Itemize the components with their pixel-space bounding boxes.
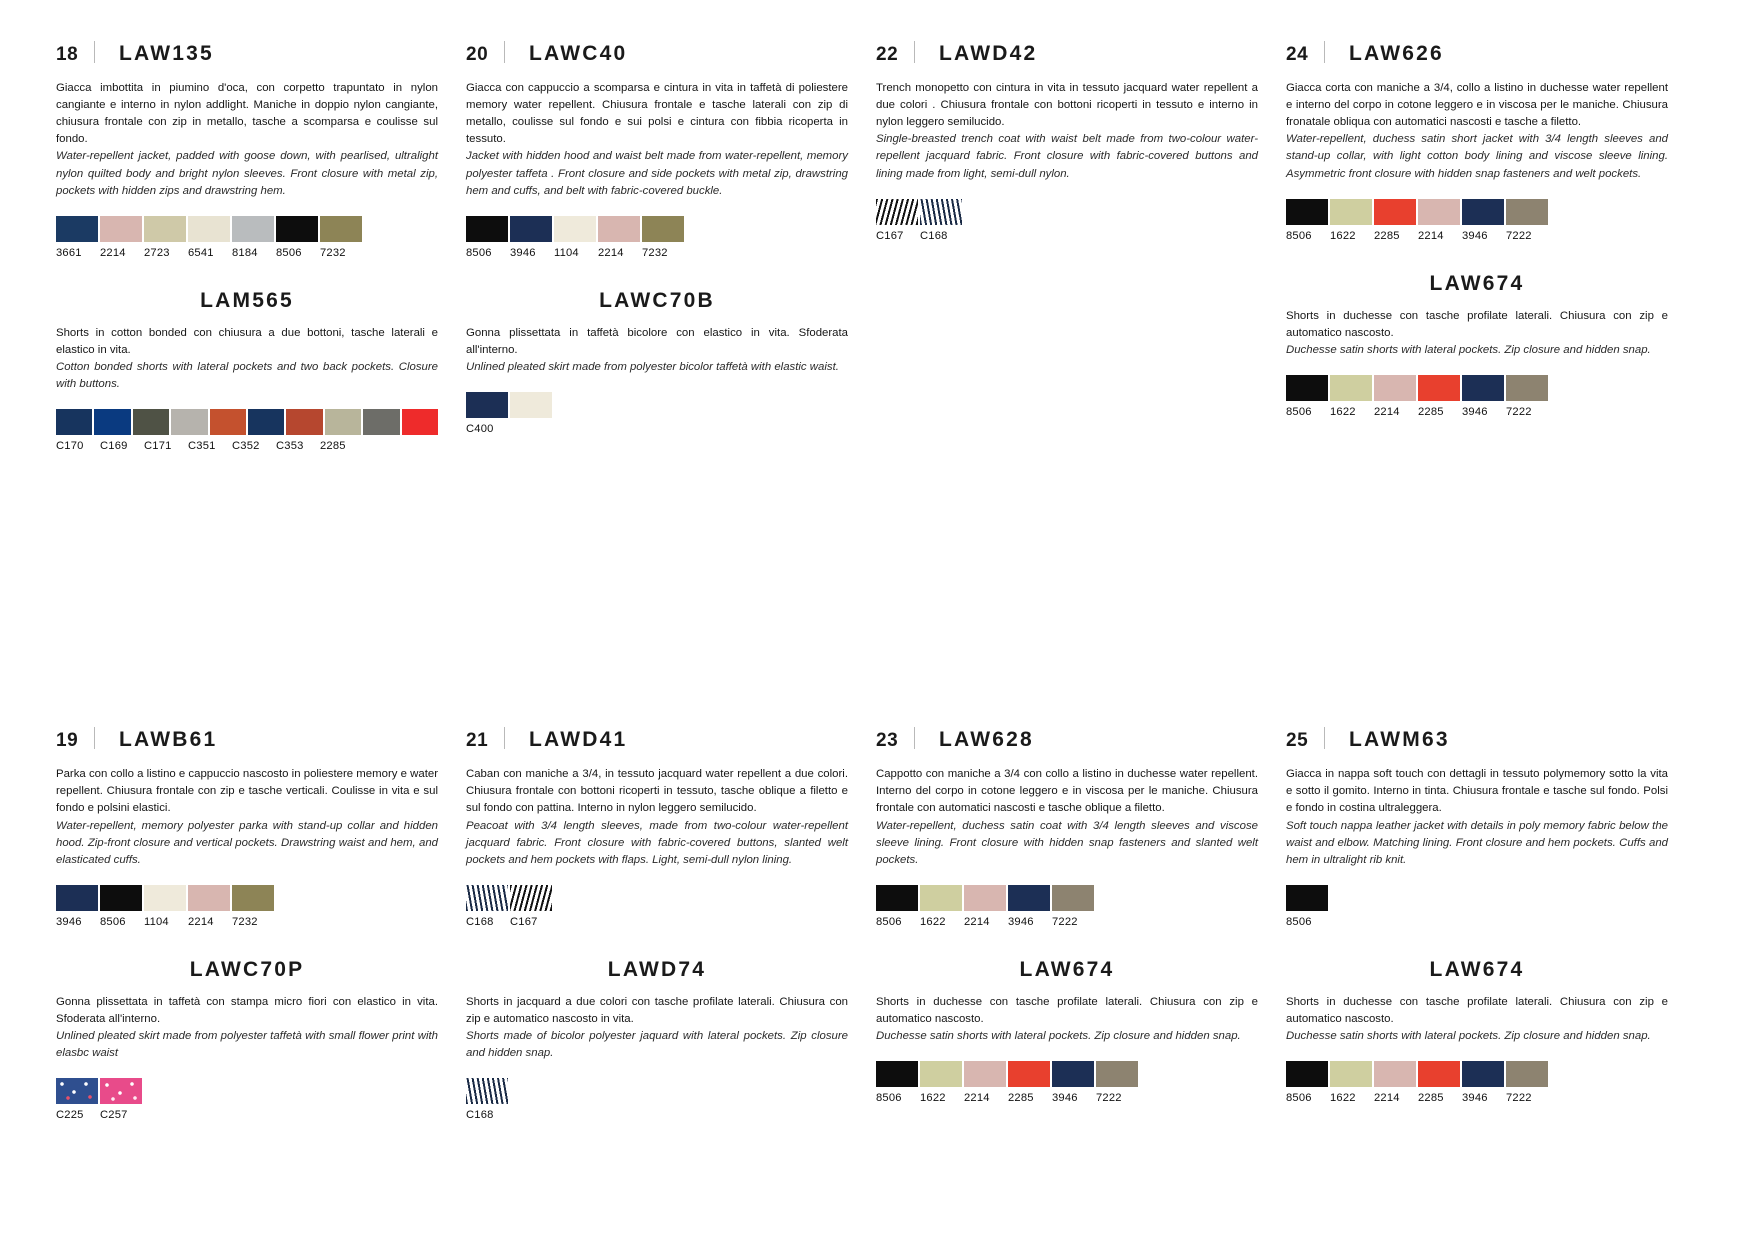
colour-swatch[interactable]: [248, 409, 284, 435]
product-heading: [466, 958, 848, 982]
product-entry: [56, 958, 438, 1121]
colour-swatch[interactable]: [1286, 1061, 1328, 1087]
description-en: Jacket with hidden hood and waist belt made from water-repellent, memory polyester taffeta . Front closure and side pockets with metal zip, drawstring hem and cuffs, and belt with fabric-covered buckle.: [466, 150, 848, 197]
colour-code: 7232: [232, 915, 258, 928]
colour-swatch[interactable]: [188, 216, 230, 242]
description-it: Gonna plissettata in taffetà bicolore con elastico in vita. Sfoderata all'interno.: [466, 326, 848, 356]
product-number: 20: [466, 44, 489, 65]
description-en: Water-repellent, memory polyester parka with stand-up collar and hidden hood. Zip-front closure and vertical pockets. Drawstring waist and hem, and elasticated cuffs.: [56, 819, 438, 866]
colour-codes: [466, 1109, 848, 1121]
colour-swatch[interactable]: [210, 409, 246, 435]
colour-code: 3946: [1462, 1092, 1488, 1105]
description-en: Shorts made of bicolor polyester jaquard with lateral pockets. Zip closure and hidden snap.: [466, 1030, 848, 1060]
pattern-swatch-floral[interactable]: [56, 1078, 98, 1104]
product-number: 18: [56, 44, 79, 65]
heading-divider: [914, 727, 915, 749]
heading-divider: [504, 41, 505, 63]
colour-code: 3946: [1052, 1092, 1078, 1105]
colour-swatches: [1286, 199, 1668, 225]
colour-code: C168: [920, 229, 948, 242]
product-entry: [876, 38, 1258, 242]
colour-swatch[interactable]: [466, 392, 508, 418]
colour-swatch[interactable]: [554, 216, 596, 242]
pattern-swatch-floral[interactable]: [100, 1078, 142, 1104]
product-code: LAM565: [200, 288, 294, 312]
colour-code: 2214: [1374, 1092, 1400, 1105]
catalogue-row-bottom: [56, 724, 1696, 1125]
product-number: 19: [56, 730, 79, 752]
colour-swatch[interactable]: [56, 216, 98, 242]
colour-code: 3946: [1008, 915, 1034, 928]
colour-swatch[interactable]: [320, 216, 362, 242]
colour-swatch[interactable]: [964, 1061, 1006, 1087]
colour-code: C168: [466, 1109, 494, 1122]
product-entry: [876, 958, 1258, 1104]
colour-code: 2214: [100, 246, 126, 259]
colour-code: 8506: [876, 1092, 902, 1105]
description-en: Soft touch nappa leather jacket with details in poly memory fabric below the waist and elbow. Matching lining. Front closure and hem pockets. Cuffs and hem in ultralight rib knit.: [1286, 819, 1668, 866]
colour-swatch[interactable]: [1506, 1061, 1548, 1087]
colour-code: 2214: [188, 915, 214, 928]
colour-swatch[interactable]: [1418, 199, 1460, 225]
colour-code: 8506: [1286, 1092, 1312, 1105]
heading-divider: [94, 41, 95, 63]
colour-swatch[interactable]: [171, 409, 207, 435]
product-code: LAW674: [1429, 271, 1525, 295]
colour-swatch[interactable]: [1096, 1061, 1138, 1087]
product-code: LAW674: [1019, 957, 1115, 981]
heading-divider: [94, 727, 95, 749]
pattern-swatch-zebra[interactable]: [466, 1078, 508, 1104]
product-code: LAW135: [119, 42, 214, 65]
colour-codes: [876, 916, 1258, 928]
product-heading: [876, 958, 1258, 982]
colour-code: 8506: [100, 915, 126, 928]
catalogue-column: [1286, 724, 1696, 1125]
colour-swatches: [466, 216, 848, 242]
colour-swatch[interactable]: [642, 216, 684, 242]
catalogue-grid: [56, 38, 1696, 1125]
description-it: Giacca in nappa soft touch con dettagli in tessuto polymemory sotto la vita e sotto il gomito. Interno in tinta. Chiusura frontale e tasche sul fondo. Polsi e fondo in costina ultraleggera.: [1286, 768, 1668, 815]
description-en: Water-repellent, duchess satin short jacket with 3/4 length sleeves and stand-up collar, with light cotton body lining and viscose sleeve lining. Asymmetric front closure with hidden snap fasteners and welt pockets.: [1286, 133, 1668, 180]
catalogue-column: [876, 724, 1286, 1125]
colour-swatch[interactable]: [1330, 375, 1372, 401]
colour-code: 1622: [1330, 1092, 1356, 1105]
colour-code: C168: [466, 915, 494, 928]
product-code: LAW628: [939, 728, 1034, 752]
colour-codes: [56, 440, 438, 452]
colour-swatch[interactable]: [1286, 885, 1328, 911]
colour-code: 7232: [320, 246, 346, 259]
catalogue-column: [466, 724, 876, 1125]
colour-code: 2214: [598, 246, 624, 259]
catalogue-column: [1286, 38, 1696, 456]
description-en: Water-repellent, duchess satin coat with 3/4 length sleeves and viscose sleeve lining. Front closure with hidden snap fasteners and slanted welt pockets.: [876, 819, 1258, 866]
product-entry: [56, 289, 438, 452]
colour-code: 2285: [1374, 229, 1400, 242]
colour-code: 8506: [276, 246, 302, 259]
colour-swatch[interactable]: [276, 216, 318, 242]
colour-swatch[interactable]: [286, 409, 322, 435]
colour-swatches: [56, 885, 438, 911]
colour-code: C352: [232, 440, 260, 453]
colour-swatch[interactable]: [920, 1061, 962, 1087]
colour-swatch[interactable]: [1374, 199, 1416, 225]
colour-code: 1104: [554, 246, 579, 259]
colour-code: 3661: [56, 246, 82, 259]
colour-swatches: [1286, 885, 1668, 911]
pattern-swatch-zebra[interactable]: [876, 199, 918, 225]
product-code: LAWD41: [529, 728, 628, 752]
colour-swatch[interactable]: [144, 885, 186, 911]
colour-code: 2285: [1418, 1092, 1444, 1105]
colour-swatches: [1286, 1061, 1668, 1087]
description-en: Unlined pleated skirt made from polyester bicolor taffetà with elastic waist.: [466, 360, 839, 373]
product-number: 25: [1286, 730, 1309, 752]
colour-swatch[interactable]: [1052, 1061, 1094, 1087]
colour-code: C257: [100, 1109, 128, 1122]
colour-code: 1622: [1330, 229, 1356, 242]
colour-code: 8506: [1286, 915, 1312, 928]
product-heading: [1286, 272, 1668, 296]
pattern-swatch-zebra[interactable]: [920, 199, 962, 225]
product-number: 23: [876, 730, 899, 752]
colour-code: 3946: [1462, 229, 1488, 242]
colour-code: 8506: [1286, 229, 1312, 242]
colour-code: 2285: [1418, 405, 1444, 418]
colour-swatch[interactable]: [1286, 375, 1328, 401]
product-heading: [1286, 958, 1668, 982]
colour-swatch[interactable]: [920, 885, 962, 911]
heading-divider: [914, 41, 915, 63]
heading-divider: [1324, 41, 1325, 63]
product-code: LAWD42: [939, 42, 1038, 65]
colour-code: C170: [56, 440, 84, 453]
description-en: Water-repellent jacket, padded with goose down, with pearlised, ultralight nylon quilted body and bright nylon sleeves. Front closure with metal zip, pockets with hidden zips and drawstring hem.: [56, 150, 438, 197]
colour-code: C353: [276, 440, 304, 453]
colour-swatches: [56, 1078, 438, 1104]
description-en: Unlined pleated skirt made from polyester taffetà with small flower print with elasbc waist: [56, 1030, 438, 1060]
colour-swatch[interactable]: [188, 885, 230, 911]
product-code: LAWC70P: [189, 957, 305, 981]
page-gutter: [56, 456, 1696, 724]
colour-swatch[interactable]: [1374, 375, 1416, 401]
product-code: LAWM63: [1349, 728, 1450, 752]
colour-swatch[interactable]: [1506, 375, 1548, 401]
colour-code: 2285: [1008, 1092, 1034, 1105]
colour-code: 1622: [920, 915, 946, 928]
product-entry: [1286, 724, 1668, 928]
colour-swatch[interactable]: [56, 409, 92, 435]
colour-code: 7232: [642, 246, 668, 259]
product-entry: [466, 289, 848, 435]
colour-swatch[interactable]: [232, 885, 274, 911]
colour-swatch[interactable]: [1462, 375, 1504, 401]
product-entry: [876, 724, 1258, 928]
colour-swatch[interactable]: [1506, 199, 1548, 225]
colour-swatch[interactable]: [144, 216, 186, 242]
description-en: Peacoat with 3/4 length sleeves, made from two-colour water-repellent jacquard fabric. Front closure with fabric-covered buttons, slanted welt pockets and hem pockets with flaps. Light, semi-dull nylon lining.: [466, 819, 848, 866]
description-it: Giacca imbottita in piumino d'oca, con corpetto trapuntato in nylon cangiante e interno in nylon addlight. Maniche in doppio nylon cangiante, chiusura frontale con zip in metallo, tasche a scomparsa e coulisse sul fondo.: [56, 82, 438, 146]
catalogue-column: [56, 724, 466, 1125]
product-entry: [56, 38, 438, 259]
colour-code: 1622: [920, 1092, 946, 1105]
product-heading: [56, 38, 438, 66]
description-it: Giacca con cappuccio a scomparsa e cintura in vita in taffetà di poliestere memory water repellent. Chiusura frontale e tasche laterali con zip di metallo, coulisse sul fondo e sui polsi e cintura con fibbia ricoperta in tessuto.: [466, 82, 848, 146]
colour-code: C400: [466, 423, 494, 436]
colour-codes: [1286, 230, 1668, 242]
description-it: Giacca corta con maniche a 3/4, collo a listino in duchesse water repellent e interno del corpo in cotone leggero e in viscosa per le maniche. Chiusura fronatale obliqua con automatici nascosti e tasche a filetto.: [1286, 82, 1668, 129]
colour-swatches: [876, 199, 1258, 225]
product-code: LAW626: [1349, 42, 1444, 65]
colour-swatch[interactable]: [100, 216, 142, 242]
heading-divider: [1324, 727, 1325, 749]
colour-swatch[interactable]: [325, 409, 361, 435]
colour-code: 8184: [232, 246, 258, 259]
colour-swatches: [56, 409, 438, 435]
colour-swatches: [466, 1078, 848, 1104]
colour-codes: [1286, 916, 1668, 928]
product-entry: [56, 724, 438, 928]
colour-code: 1622: [1330, 405, 1356, 418]
catalogue-column: [56, 38, 466, 456]
description-it: Trench monopetto con cintura in vita in tessuto jacquard water repellent a due colori . Chiusura frontale con bottoni ricoperti in tessuto e interno in nylon leggero semilucido.: [876, 82, 1258, 129]
product-code: LAWD74: [607, 957, 707, 981]
colour-code: C169: [100, 440, 128, 453]
description-it: Shorts in duchesse con tasche profilate laterali. Chiusura con zip e automatico nascosto.: [1286, 309, 1668, 339]
colour-code: C167: [510, 915, 538, 928]
product-heading: [466, 724, 848, 752]
description-it: Shorts in cotton bonded con chiusura a due bottoni, tasche laterali e elastico in vita.: [56, 326, 438, 356]
colour-codes: [56, 1109, 438, 1121]
product-heading: [56, 724, 438, 752]
colour-swatch[interactable]: [876, 1061, 918, 1087]
catalogue-column: [466, 38, 876, 456]
colour-codes: [56, 916, 438, 928]
colour-swatch[interactable]: [1008, 1061, 1050, 1087]
colour-code: 1104: [144, 915, 169, 928]
colour-codes: [466, 916, 848, 928]
colour-swatch[interactable]: [1418, 1061, 1460, 1087]
colour-swatch[interactable]: [232, 216, 274, 242]
colour-swatch[interactable]: [598, 216, 640, 242]
description-it: Shorts in duchesse con tasche profilate laterali. Chiusura con zip e automatico nascosto.: [876, 995, 1258, 1025]
product-heading: [1286, 38, 1668, 66]
description-en: Duchesse satin shorts with lateral pockets. Zip closure and hidden snap.: [1286, 1030, 1651, 1043]
description-it: Parka con collo a listino e cappuccio nascosto in poliestere memory e water repellent. Chiusura frontale con zip e tasche verticali. Coulisse in vita e sul fondo e polsini elastici.: [56, 768, 438, 815]
product-heading: [876, 38, 1258, 66]
product-entry: [466, 724, 848, 928]
product-heading: [466, 289, 848, 313]
description-en: Single-breasted trench coat with waist belt made from two-colour water-repellent jacquard fabric. Front closure with fabric-covered buttons and lining made from light, semi-dull nylon.: [876, 133, 1258, 180]
description-it: Shorts in duchesse con tasche profilate laterali. Chiusura con zip e automatico nascosto.: [1286, 995, 1668, 1025]
colour-code: 7222: [1506, 405, 1532, 418]
product-entry: [1286, 272, 1668, 418]
colour-swatches: [1286, 375, 1668, 401]
colour-code: C351: [188, 440, 216, 453]
colour-code: 8506: [876, 915, 902, 928]
colour-code: 3946: [510, 246, 536, 259]
colour-code: 8506: [466, 246, 492, 259]
description-en: Cotton bonded shorts with lateral pockets and two back pockets. Closure with buttons.: [56, 360, 438, 391]
colour-codes: [1286, 1092, 1668, 1104]
colour-swatch[interactable]: [402, 409, 438, 435]
colour-codes: [56, 247, 438, 259]
colour-swatch[interactable]: [133, 409, 169, 435]
colour-swatch[interactable]: [876, 885, 918, 911]
heading-divider: [504, 727, 505, 749]
colour-swatch[interactable]: [1052, 885, 1094, 911]
colour-swatch[interactable]: [466, 216, 508, 242]
description-it: Caban con maniche a 3/4, in tessuto jacquard water repellent a due colori. Chiusura frontale con bottoni ricoperti in tessuto, tasche oblique a filetto e sul fondo con pattina. Interno in nylon leggero semilucido.: [466, 768, 848, 815]
pattern-swatch-zebra[interactable]: [510, 885, 552, 911]
colour-code: 2723: [144, 246, 170, 259]
colour-codes: [1286, 406, 1668, 418]
colour-code: C167: [876, 229, 904, 242]
colour-swatch[interactable]: [510, 216, 552, 242]
colour-code: C171: [144, 440, 172, 453]
colour-swatch[interactable]: [1418, 375, 1460, 401]
colour-swatches: [876, 885, 1258, 911]
colour-swatch[interactable]: [94, 409, 130, 435]
colour-code: 2214: [964, 1092, 990, 1105]
colour-swatches: [466, 392, 848, 418]
colour-swatch[interactable]: [1330, 1061, 1372, 1087]
product-entry: [466, 958, 848, 1121]
colour-code: 7222: [1506, 1092, 1532, 1105]
product-number: 24: [1286, 44, 1309, 65]
product-heading: [56, 289, 438, 313]
product-code: LAWC40: [529, 42, 628, 65]
colour-swatch[interactable]: [510, 392, 552, 418]
catalogue-row-top: [56, 38, 1696, 456]
colour-swatch[interactable]: [1330, 199, 1372, 225]
description-it: Shorts in jacquard a due colori con tasche profilate laterali. Chiusura con zip e automatico nascosto in vita.: [466, 995, 848, 1025]
colour-code: 3946: [56, 915, 82, 928]
product-heading: [1286, 724, 1668, 752]
product-entry: [1286, 958, 1668, 1104]
product-entry: [466, 38, 848, 259]
colour-codes: [466, 423, 848, 435]
colour-code: 7222: [1096, 1092, 1122, 1105]
description-it: Cappotto con maniche a 3/4 con collo a listino in duchesse water repellent. Interno del corpo in cotone leggero e in viscosa per le maniche. Chiusura frontale con automatici nascosti e tasche oblique a filetto.: [876, 768, 1258, 815]
product-code: LAW674: [1429, 957, 1525, 981]
colour-code: 2214: [1418, 229, 1444, 242]
product-number: 22: [876, 44, 899, 65]
product-heading: [466, 38, 848, 66]
description-it: Gonna plissettata in taffetà con stampa micro fiori con elastico in vita. Sfoderata all'interno.: [56, 995, 438, 1025]
colour-code: C225: [56, 1109, 84, 1122]
colour-swatch[interactable]: [1374, 1061, 1416, 1087]
colour-swatch[interactable]: [964, 885, 1006, 911]
colour-code: 3946: [1462, 405, 1488, 418]
colour-code: 2214: [1374, 405, 1400, 418]
product-code: LAWB61: [119, 728, 218, 752]
colour-swatch[interactable]: [56, 885, 98, 911]
colour-swatch[interactable]: [1462, 1061, 1504, 1087]
colour-swatch[interactable]: [363, 409, 399, 435]
colour-code: 6541: [188, 246, 214, 259]
colour-codes: [876, 1092, 1258, 1104]
catalogue-column: [876, 38, 1286, 456]
description-en: Duchesse satin shorts with lateral pockets. Zip closure and hidden snap.: [876, 1030, 1241, 1043]
product-number: 21: [466, 730, 489, 752]
colour-swatch[interactable]: [1462, 199, 1504, 225]
colour-code: 2285: [320, 440, 346, 453]
product-heading: [876, 724, 1258, 752]
product-heading: [56, 958, 438, 982]
colour-swatches: [56, 216, 438, 242]
colour-code: 2214: [964, 915, 990, 928]
colour-code: 8506: [1286, 405, 1312, 418]
colour-swatch[interactable]: [100, 885, 142, 911]
colour-code: 7222: [1506, 229, 1532, 242]
product-code: LAWC70B: [599, 288, 715, 312]
colour-code: 7222: [1052, 915, 1078, 928]
colour-swatch[interactable]: [1008, 885, 1050, 911]
colour-codes: [466, 247, 848, 259]
colour-swatches: [466, 885, 848, 911]
pattern-swatch-zebra[interactable]: [466, 885, 508, 911]
colour-swatch[interactable]: [1286, 199, 1328, 225]
colour-swatches: [876, 1061, 1258, 1087]
colour-codes: [876, 230, 1258, 242]
description-en: Duchesse satin shorts with lateral pockets. Zip closure and hidden snap.: [1286, 343, 1651, 356]
product-entry: [1286, 38, 1668, 242]
